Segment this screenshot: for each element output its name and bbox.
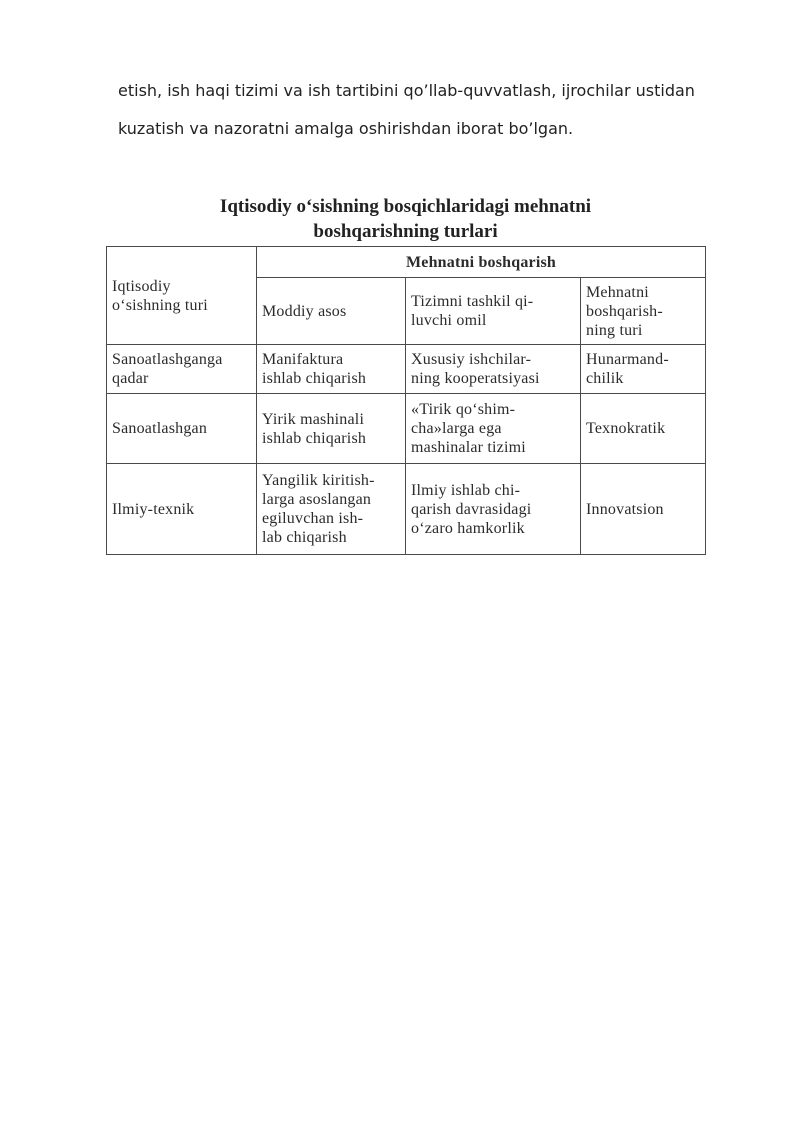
row-header-cell xyxy=(107,247,257,345)
table-row xyxy=(107,464,706,555)
basis-cell xyxy=(257,345,406,394)
table-caption xyxy=(106,194,705,244)
table-header-row xyxy=(107,247,706,278)
cell-text: Ilmiy ishlab chi- qarish davrasidagi o‘zaro hamkorlik xyxy=(411,481,532,537)
cell-text: «Tirik qo‘shim- cha»larga ega mashinalar tizimi xyxy=(411,401,526,456)
column-header-cell xyxy=(581,278,706,345)
cell-text: Innovatsion xyxy=(586,500,664,518)
caption-line: Iqtisodiy o‘sishning bosqichlaridagi mehnatni xyxy=(219,196,592,217)
table-row xyxy=(107,345,706,394)
stage-cell xyxy=(107,345,257,394)
cell-text: Sanoatlashganga qadar xyxy=(112,351,223,387)
factor-cell xyxy=(406,345,581,394)
body-text xyxy=(118,72,758,148)
row-header-label: Iqtisodiy o‘sishning turi xyxy=(112,277,208,314)
column-header-cell xyxy=(406,278,581,345)
cell-text: Hunarmand- chilik xyxy=(586,351,669,387)
column-header-label: Tizimni tashkil qi- luvchi omil xyxy=(411,293,534,329)
cell-text: Texnokratik xyxy=(586,420,666,437)
column-header-label: Moddiy asos xyxy=(262,302,347,320)
stage-cell xyxy=(107,464,257,555)
cell-text: Sanoatlashgan xyxy=(112,420,208,437)
labour-management-table xyxy=(106,246,706,555)
paragraph-line: etish, ish haqi tizimi va ish tartibini qo’llab-quvvatlash, ijrochilar ustidan xyxy=(118,81,695,100)
column-header-label: Mehnatni boshqarish- ning turi xyxy=(586,283,663,339)
factor-cell xyxy=(406,464,581,555)
basis-cell xyxy=(257,394,406,464)
type-cell xyxy=(581,464,706,555)
stage-cell xyxy=(107,394,257,464)
type-cell xyxy=(581,345,706,394)
group-header-cell: Mehnatni boshqarish xyxy=(257,247,706,278)
cell-text: Manifaktura ishlab chiqarish xyxy=(262,351,367,387)
type-cell xyxy=(581,394,706,464)
column-header-cell xyxy=(257,278,406,345)
cell-text: Xususiy ishchilar- ning kooperatsiyasi xyxy=(411,351,540,387)
paragraph-line: kuzatish va nazoratni amalga oshirishdan iborat bo’lgan. xyxy=(118,119,574,138)
factor-cell xyxy=(406,394,581,464)
cell-text: Yirik mashinali ishlab chiqarish xyxy=(262,410,367,447)
caption-line: boshqarishning turlari xyxy=(313,221,498,242)
basis-cell xyxy=(257,464,406,555)
cell-text: Yangilik kiritish- larga asoslangan egiluvchan ish- lab chiqarish xyxy=(262,472,375,546)
table-row xyxy=(107,394,706,464)
table-figure xyxy=(106,194,705,555)
cell-text: Ilmiy-texnik xyxy=(112,500,195,518)
